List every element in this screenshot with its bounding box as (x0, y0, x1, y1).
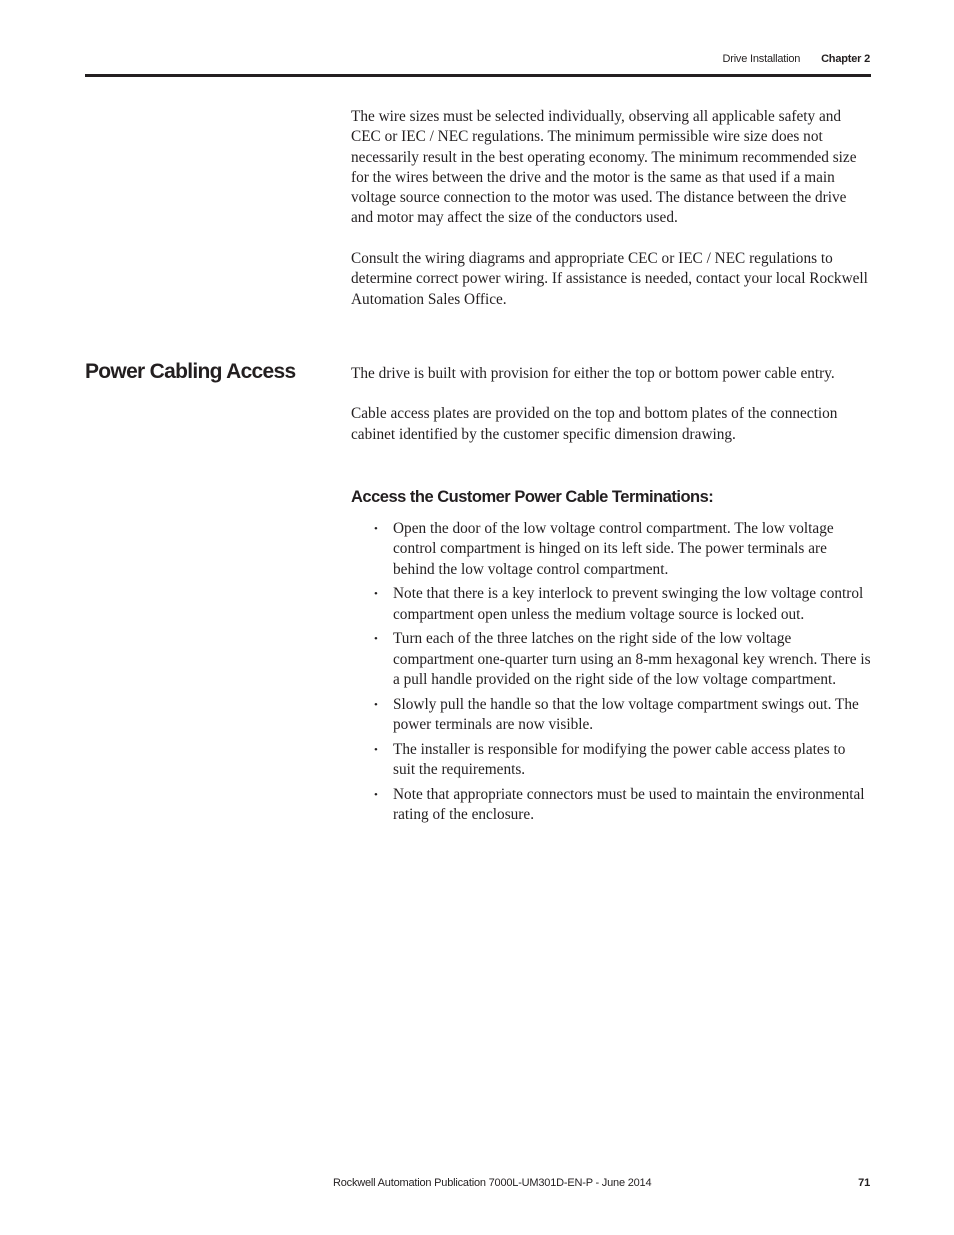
intro-text (351, 107, 871, 310)
header-chapter-label: Chapter 2 (821, 53, 870, 65)
bullet-glyph: • (374, 588, 378, 601)
terminations-bullet-list (351, 519, 871, 830)
intro-paragraph-wire-sizes: The wire sizes must be selected individually, observing all applicable safety and CEC or IEC / NEC regulations. The minimum permissible wire size does not necessarily result in the best operating economy. The minimum recommended size for the wires between the drive and the motor is the same as that used if a main voltage source connection to the motor was used. The distance between the drive and motor may affect the size of the conductors used. (351, 108, 857, 227)
section-paragraph-access-plates: Cable access plates are provided on the top and bottom plates of the connection cabinet identified by the customer specific dimension drawing. (351, 405, 838, 443)
list-item-text: Open the door of the low voltage control compartment. The low voltage control compartment is hinged on its left side. The power terminals are behind the low voltage control compartment. (393, 520, 834, 578)
list-item (351, 629, 871, 690)
page-number: 71 (858, 1177, 870, 1189)
bullet-glyph: • (374, 789, 378, 802)
list-item-text: Note that appropriate connectors must be used to maintain the environmental rating of the enclosure. (393, 786, 865, 824)
list-item (351, 740, 871, 781)
list-item-text: Note that there is a key interlock to prevent swinging the low voltage control compartment open unless the medium voltage source is locked out. (393, 585, 864, 623)
list-item-text: Turn each of the three latches on the right side of the low voltage compartment one-quarter turn using an 8-mm hexagonal key wrench. There is a pull handle provided on the right side of the low voltage compartment. (393, 630, 871, 689)
section-text (351, 364, 871, 445)
running-header (722, 53, 870, 65)
intro-paragraph-consult: Consult the wiring diagrams and appropriate CEC or IEC / NEC regulations to determine correct power wiring. If assistance is needed, contact your local Rockwell Automation Sales Office. (351, 250, 868, 308)
bullet-glyph: • (374, 523, 378, 535)
header-rule (85, 74, 871, 77)
list-item (351, 695, 871, 736)
bullet-glyph: • (374, 633, 378, 646)
subsection-heading: Access the Customer Power Cable Terminations: (351, 488, 714, 506)
section-heading: Power Cabling Access (85, 360, 296, 383)
list-item (351, 785, 871, 826)
list-item (351, 519, 871, 580)
header-section-title: Drive Installation (722, 53, 801, 65)
bullet-glyph: • (374, 743, 378, 756)
list-item-text: The installer is responsible for modifying the power cable access plates to suit the requirements. (393, 740, 846, 779)
footer-publication: Rockwell Automation Publication 7000L-UM301D-EN-P - June 2014 (333, 1177, 652, 1189)
section-paragraph-provision: The drive is built with provision for either the top or bottom power cable entry. (351, 365, 835, 382)
list-item-text: Slowly pull the handle so that the low voltage compartment swings out. The power terminals are now visible. (393, 695, 859, 734)
list-item (351, 584, 871, 625)
bullet-glyph: • (374, 698, 378, 711)
